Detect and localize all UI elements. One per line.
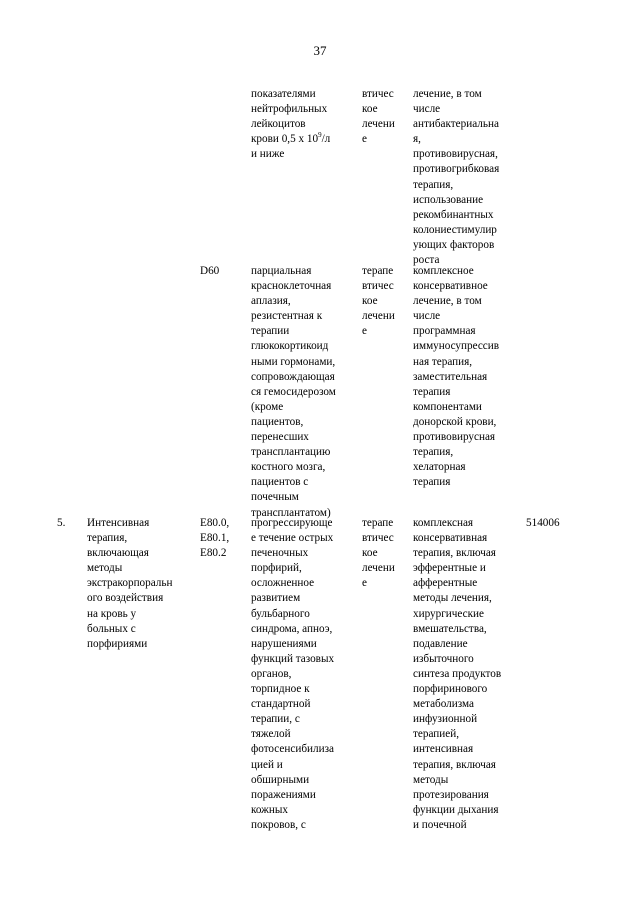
patient-model-superscript: 9: [318, 131, 322, 140]
treatment-method-cell: лечение, в том числе антибактериальна я, противовирусная, противогрибковая терапия, использование рекомбинантных колониестимулир ующих факторов роста: [413, 88, 500, 267]
patient-model-cell: прогрессирующе е течение острых печеночных порфирий, осложненное развитием бульбарного синдрома, апноэ, нарушениями функций тазовых органов, торпидное к стандартной терапии, с тяжелой фотосенсибилиза цией и обширными поражениями кожных покровов, с: [251, 517, 335, 831]
treatment-method-cell: комплексное консервативное лечение, в том числе программная иммуносупрессив ная терапия, заместительная терапия компонентами донорской крови, противовирусная терапия, хелаторная терапия: [413, 265, 500, 489]
patient-model-text-part1: показателями нейтрофильных лейкоцитов крови 0,5 x 10: [251, 88, 328, 146]
patient-model-cell: [251, 87, 330, 162]
treatment-kind-cell: терапе втичес кое лечени е: [362, 517, 395, 590]
diagnosis-code-cell: D60: [200, 265, 220, 277]
treatment-method-cell: комплексная консервативная терапия, включая эфферентные и афферентные методы лечения, хирургические вмешательства, подавление избыточного синтеза продуктов порфиринового метаболизма инфузионной терапией, интенсивная терапия, включая методы протезирования функции дыхания и почечной: [413, 517, 502, 831]
service-name-cell: Интенсивная терапия, включающая методы экстракорпоральн ого воздействия на кровь у больных с порфириями: [87, 517, 173, 650]
treatment-kind-cell: терапе втичес кое лечени е: [362, 265, 395, 338]
treatment-kind-cell: втичес кое лечени е: [362, 88, 395, 146]
patient-model-cell: парциальная красноклеточная аплазия, резистентная к терапии глюкокортикоид ными гормонами, сопровождающая ся гемосидерозом (кроме пациентов, перенесших трансплантацию костного мозга, пациентов с почечным трансплантатом): [251, 265, 336, 519]
row-number-cell: 5.: [57, 517, 66, 529]
diagnosis-code-cell: E80.0, E80.1, E80.2: [200, 517, 230, 560]
page-number: 37: [313, 43, 327, 58]
cost-norm-cell: 514006: [526, 517, 560, 529]
patient-model-text-part2: /л и ниже: [251, 133, 331, 161]
